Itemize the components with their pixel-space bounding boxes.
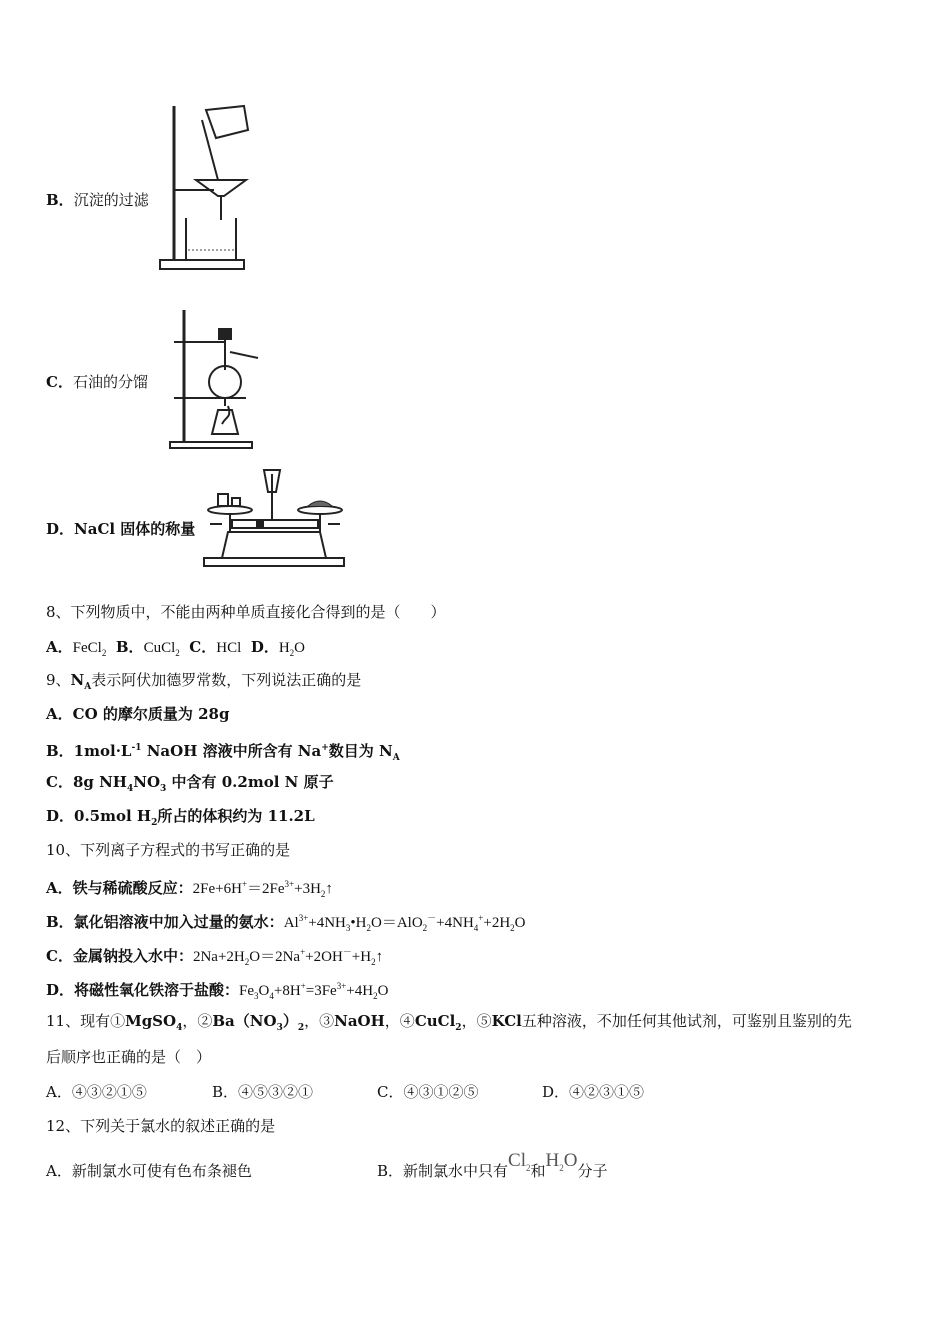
option-c-formula: HCl: [216, 640, 242, 656]
question-10-option-b: B．氯化铝溶液中加入过量的氨水：$Al^{3+}+4NH_3•H_2O=AlO_2^-+4NH_4^++2H_2O$: [46, 913, 526, 933]
question-9-option-a: A．CO 的摩尔质量为 28g: [46, 705, 230, 723]
option-b-formula: CuCl$_2$: [143, 640, 180, 658]
question-9-option-b: B．$1mol\cdot L^{-1}$ NaOH 溶液中所含有 Na+数目为 $N_A$: [46, 742, 400, 763]
question-10-option-c: C．金属钠投入水中：$2Na+2H_2O=2Na^++2OH^-+H_2↑$: [46, 947, 384, 967]
filtration-apparatus-figure: [156, 100, 256, 275]
question-11-option-d: D．④②③①⑤: [542, 1083, 645, 1101]
question-10-option-a: A．铁与稀硫酸反应：$2Fe+6H^+=2Fe^{3+}+3H_2↑$: [46, 879, 333, 899]
option-d-letter: D．: [250, 638, 279, 656]
option-b-letter: B．: [115, 638, 144, 656]
question-10-option-d: D．将磁性氧化铁溶于盐酸：$Fe_3O_4+8H^+=3Fe^{3+}+4H_2O$: [46, 981, 389, 1001]
question-9-stem: 9、$N_A$表示阿伏加德罗常数，下列说法正确的是: [46, 671, 362, 692]
question-8-options: [46, 637, 305, 663]
question-9-option-c: C．8g $NH_4NO_3$ 中含有 0.2mol N 原子: [46, 773, 334, 794]
option-c-letter: C．: [189, 638, 217, 656]
question-11-option-a: A．④③②①⑤: [46, 1083, 147, 1101]
question-10-stem: 10、下列离子方程式的书写正确的是: [46, 841, 291, 859]
option-c-distillation: [46, 372, 148, 392]
question-9-option-d: D．0.5mol $H_2$所占的体积约为 11.2L: [46, 807, 315, 828]
option-d-weighing: [46, 519, 195, 539]
question-12-option-a: A．新制氯水可使有色布条褪色: [46, 1162, 252, 1180]
question-11-option-b: B．④⑤③②①: [212, 1083, 314, 1101]
option-a-letter: A．: [46, 638, 73, 656]
option-d-formula: $H_2O$: [278, 640, 306, 658]
question-11-stem: 11、现有①MgSO$_4$，$②Ba(NO_3)_2$，③NaOH，④CuCl$_2$，⑤KCl五种溶液，不加任何其他试剂，可鉴别且鉴别的先: [46, 1012, 852, 1033]
question-12-stem: 12、下列关于氯水的叙述正确的是: [46, 1117, 276, 1135]
option-letter: C．: [46, 373, 73, 391]
option-letter: D．: [46, 520, 75, 538]
option-letter: B．: [46, 191, 74, 209]
question-8-stem: 8、下列物质中，不能由两种单质直接化合得到的是（ ）: [46, 603, 446, 621]
option-b-filtration: [46, 190, 149, 210]
balance-figure: [202, 466, 348, 570]
question-12-option-b: B．新制氯水中只有$Cl_2$和$H_2O$分子: [377, 1150, 608, 1180]
option-a-formula: FeCl$_2$: [72, 640, 107, 658]
option-text: 沉淀的过滤: [73, 191, 149, 209]
option-text: NaCl 固体的称量: [74, 520, 196, 538]
question-11-option-c: C．④③①②⑤: [377, 1083, 479, 1101]
distillation-apparatus-figure: [166, 306, 261, 451]
option-text: 石油的分馏: [72, 373, 148, 391]
question-11-stem-line2: 后顺序也正确的是（ ）: [46, 1048, 212, 1066]
